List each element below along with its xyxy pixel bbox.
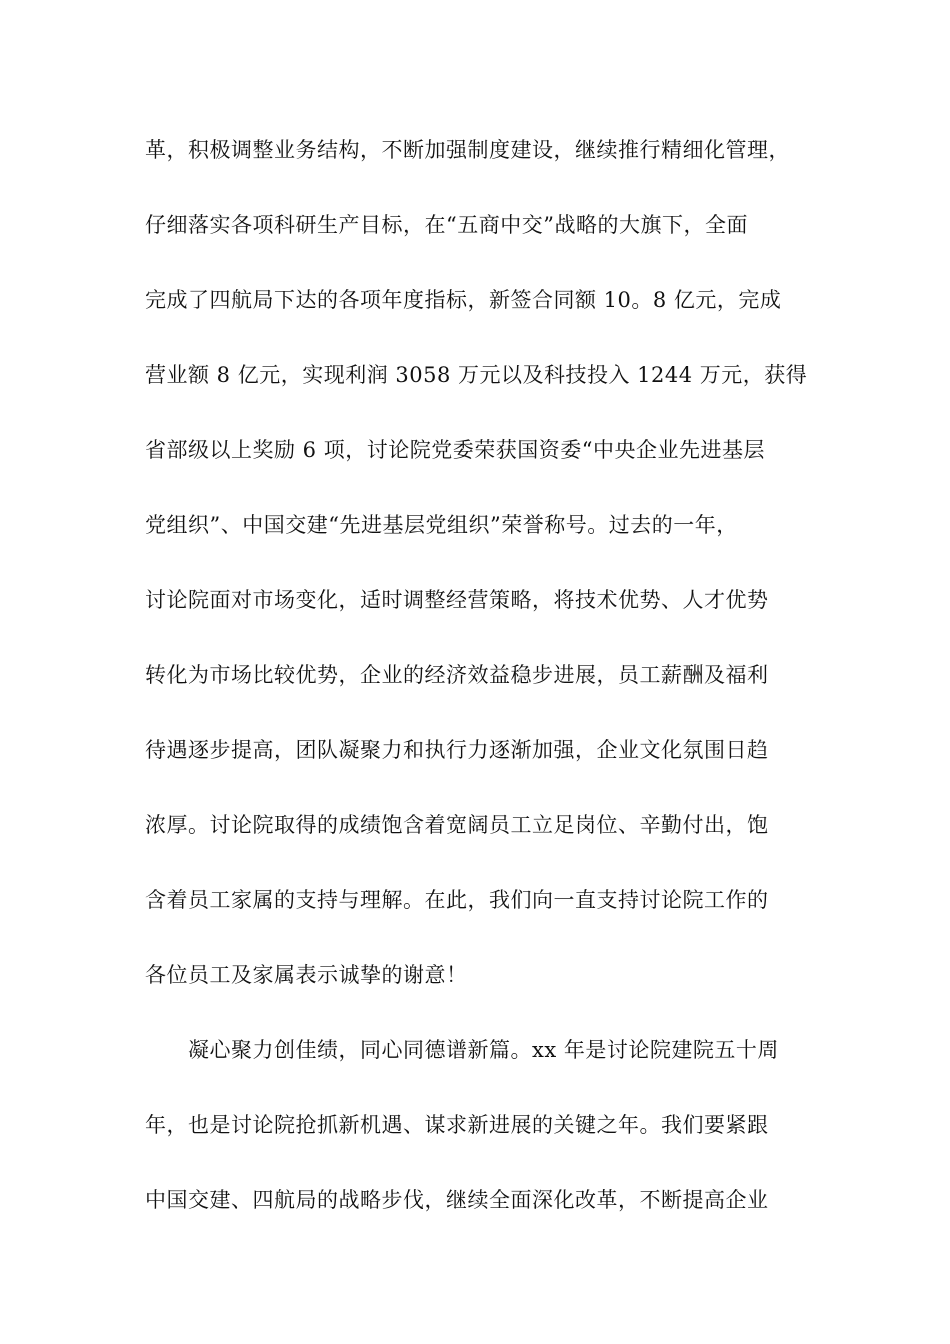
text-line: 讨论院面对市场变化，适时调整经营策略，将技术优势、人才优势 (145, 588, 769, 612)
text-line: 含着员工家属的支持与理解。在此，我们向一直支持讨论院工作的 (145, 888, 769, 912)
text-line: 浓厚。讨论院取得的成绩饱含着宽阔员工立足岗位、辛勤付出，饱 (145, 813, 769, 837)
text-line: 革，积极调整业务结构，不断加强制度建设，继续推行精细化管理， (145, 138, 790, 162)
text-line: 省部级以上奖励 6 项，讨论院党委荣获国资委“中央企业先进基层 (145, 438, 765, 462)
text-line: 转化为市场比较优势，企业的经济效益稳步进展，员工薪酬及福利 (145, 663, 769, 687)
text-line: 年，也是讨论院抢抓新机遇、谋求新进展的关键之年。我们要紧跟 (145, 1113, 769, 1137)
text-line: 凝心聚力创佳绩，同心同德谱新篇。xx 年是讨论院建院五十周 (188, 1038, 779, 1062)
text-line: 待遇逐步提高，团队凝聚力和执行力逐渐加强，企业文化氛围日趋 (145, 738, 769, 762)
text-line: 党组织”、中国交建“先进基层党组织”荣誉称号。过去的一年， (145, 513, 738, 537)
text-line: 营业额 8 亿元，实现利润 3058 万元以及科技投入 1244 万元，获得 (145, 363, 808, 387)
text-line: 完成了四航局下达的各项年度指标，新签合同额 10。8 亿元，完成 (145, 288, 782, 312)
text-line: 中国交建、四航局的战略步伐，继续全面深化改革，不断提高企业 (145, 1188, 769, 1212)
text-line: 各位员工及家属表示诚挚的谢意！ (145, 963, 468, 987)
text-line: 仔细落实各项科研生产目标，在“五商中交”战略的大旗下，全面 (145, 213, 748, 237)
